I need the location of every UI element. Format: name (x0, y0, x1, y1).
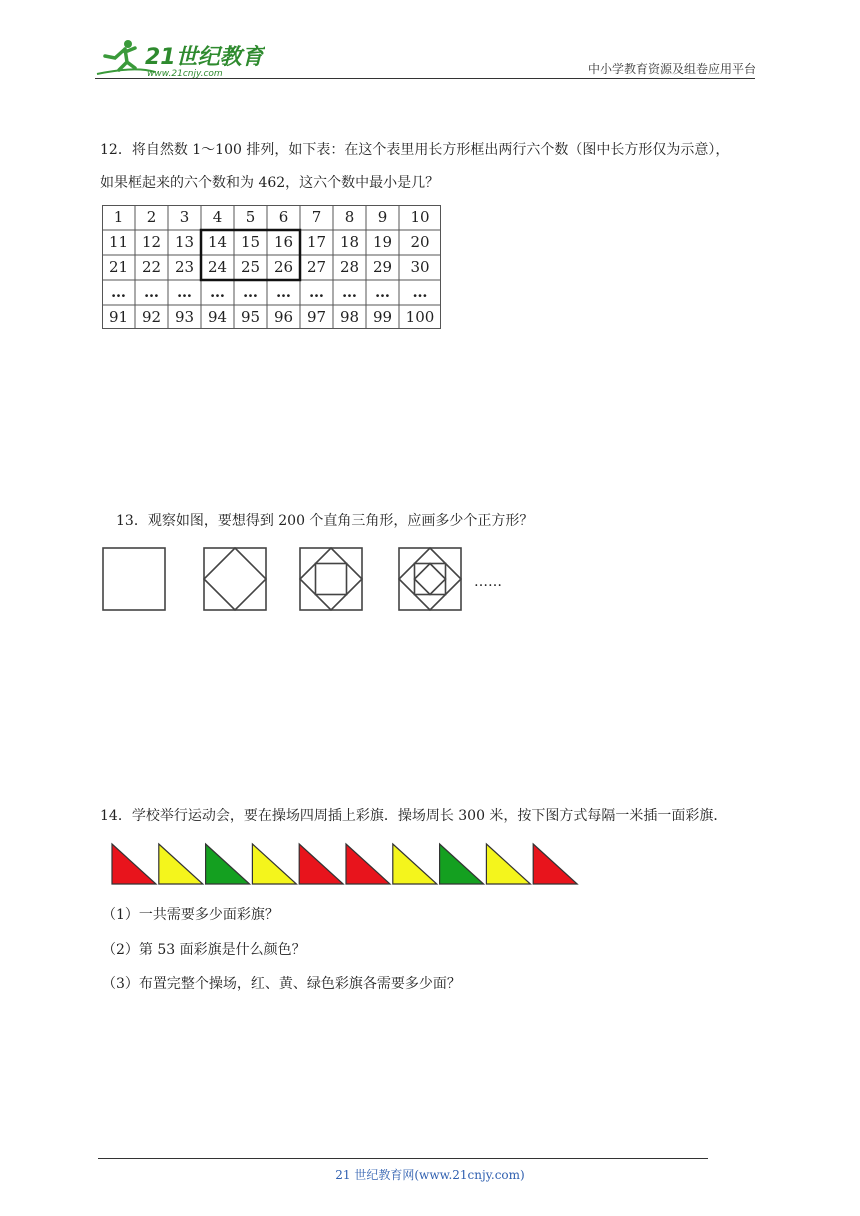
table-cell: 11 (108, 233, 129, 251)
q14-subquestion-2: （2）第 53 面彩旗是什么颜色？ (102, 942, 306, 958)
table-cell: 25 (240, 258, 261, 276)
table-cell: 91 (108, 308, 129, 326)
table-cell: 98 (339, 308, 360, 326)
logo-url: www.21cnjy.com (147, 69, 223, 79)
table-cell: 96 (273, 308, 294, 326)
flag-yellow (159, 844, 203, 884)
table-cell: 18 (339, 233, 360, 251)
flag-red (112, 844, 156, 884)
q14-subquestion-1: （1）一共需要多少面彩旗？ (102, 907, 279, 923)
table-cell: 13 (174, 233, 195, 251)
q13-text: 13．观察如图，要想得到 200 个直角三角形，应画多少个正方形？ (116, 513, 534, 529)
flag-yellow (486, 844, 530, 884)
table-cell: 28 (339, 258, 360, 276)
table-cell: … (210, 283, 225, 301)
table-cell: 16 (273, 233, 294, 251)
table-cell: 4 (212, 208, 223, 226)
table-cell: 99 (372, 308, 393, 326)
table-cell: … (111, 283, 126, 301)
flag-yellow (393, 844, 437, 884)
table-cell: 9 (377, 208, 388, 226)
table-cell: 24 (207, 258, 228, 276)
table-cell: … (243, 283, 258, 301)
site-logo (95, 36, 265, 80)
table-cell: 22 (141, 258, 162, 276)
table-cell: … (412, 283, 428, 301)
q12-text-line1: 12．将自然数 1～100 排列，如下表：在这个表里用长方形框出两行六个数（图中长方形仅为示意）， (100, 142, 730, 158)
flag-green (206, 844, 250, 884)
table-cell: 17 (306, 233, 327, 251)
table-cell: 23 (174, 258, 195, 276)
square-figure-3 (300, 548, 362, 610)
table-cell: 26 (273, 258, 294, 276)
table-cell: 15 (240, 233, 261, 251)
table-cell: 92 (141, 308, 162, 326)
nested-squares-figures (100, 545, 465, 615)
square-figure-1 (103, 548, 165, 610)
flag-red (533, 844, 577, 884)
table-cell: … (309, 283, 324, 301)
number-table (102, 205, 441, 329)
table-cell: 100 (405, 308, 435, 326)
table-cell: 95 (240, 308, 261, 326)
table-cell: … (342, 283, 357, 301)
logo-text: 21世纪教育 (145, 45, 264, 70)
q14-subquestion-3: （3）布置完整个操场，红、黄、绿色彩旗各需要多少面？ (102, 976, 461, 992)
table-cell: 5 (245, 208, 256, 226)
table-cell: 27 (306, 258, 327, 276)
table-cell: … (177, 283, 192, 301)
table-cell: 6 (278, 208, 289, 226)
q12-text-line2: 如果框起来的六个数和为 462，这六个数中最小是几？ (100, 175, 440, 191)
flag-red (299, 844, 343, 884)
table-cell: 94 (207, 308, 228, 326)
runner-logo-icon (95, 36, 265, 80)
table-cell: 8 (344, 208, 355, 226)
table-cell: 1 (113, 208, 124, 226)
table-cell: 30 (410, 258, 430, 276)
flag-yellow (252, 844, 296, 884)
table-cell: 12 (141, 233, 162, 251)
table-cell: 97 (306, 308, 327, 326)
header-divider (95, 78, 755, 79)
table-cell: 3 (179, 208, 190, 226)
table-cell: 14 (207, 233, 228, 251)
table-cell: 93 (174, 308, 195, 326)
table-cell: 2 (146, 208, 157, 226)
flag-row (110, 842, 582, 886)
table-cell: … (144, 283, 159, 301)
footer-divider (98, 1158, 708, 1159)
header-platform-label: 中小学教育资源及组卷应用平台 (587, 62, 756, 76)
table-cell: 19 (372, 233, 393, 251)
flag-green (440, 844, 484, 884)
table-cell: 7 (311, 208, 322, 226)
q14-text: 14．学校举行运动会，要在操场四周插上彩旗．操场周长 300 米，按下图方式每隔一米插一面彩旗． (100, 808, 728, 824)
flag-red (346, 844, 390, 884)
table-cell: 21 (108, 258, 129, 276)
table-cell: 20 (410, 233, 430, 251)
table-cell: 29 (372, 258, 393, 276)
table-cell: … (276, 283, 291, 301)
table-cell: 10 (410, 208, 430, 226)
table-cell: … (375, 283, 390, 301)
square-figure-2 (204, 548, 266, 610)
footer-site-link[interactable]: 21 世纪教育网(www.21cnjy.com) (335, 1168, 525, 1182)
square-figure-4 (399, 548, 461, 610)
continuation-ellipsis: …… (474, 574, 502, 590)
